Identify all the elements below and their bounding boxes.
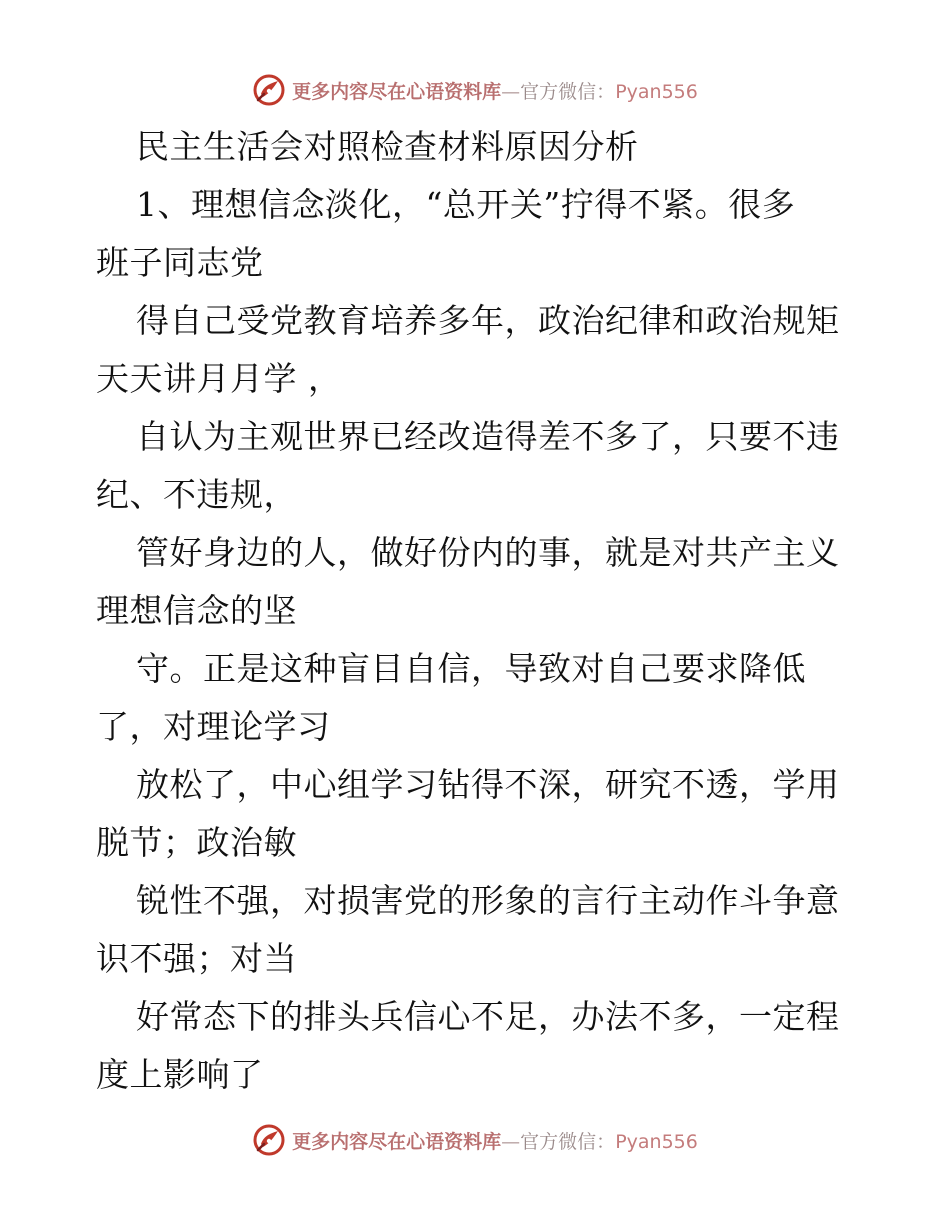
footer-wechat-id: Pyan556 [615, 1130, 698, 1153]
paragraph-line: 班子同志党 [96, 243, 264, 282]
document-title: 民主生活会对照检查材料原因分析 [136, 127, 639, 166]
paragraph-line: 得自己受党教育培养多年，政治纪律和政治规矩 [136, 301, 840, 340]
paragraph-line: 锐性不强，对损害党的形象的言行主动作斗争意 [136, 881, 840, 920]
header-banner-text [292, 77, 698, 104]
paragraph-line: 守。正是这种盲目自信，导致对自己要求降低 [136, 649, 806, 688]
paragraph-line: 天天讲月月学 ， [96, 359, 342, 398]
paragraph-line: 度上影响了 [96, 1055, 264, 1094]
footer-banner-content [252, 1123, 698, 1157]
paragraph-line: 纪、不违规， [96, 475, 297, 514]
header-separator: — [501, 80, 521, 103]
header-wechat-id: Pyan556 [615, 80, 698, 103]
paragraph-line: 自认为主观世界已经改造得差不多了，只要不违 [136, 417, 840, 456]
footer-banner [0, 1120, 950, 1160]
paragraph-line: 了，对理论学习 [96, 707, 331, 746]
header-wechat-label: 官方微信： [520, 80, 616, 103]
paragraph-line: 1、理想信念淡化，“总开关”拧得不紧。很多 [136, 185, 796, 224]
paragraph-line: 管好身边的人，做好份内的事，就是对共产主义 [136, 533, 840, 572]
logo-icon [252, 73, 286, 107]
paragraph-line: 脱节；政治敏 [96, 823, 297, 862]
footer-wechat-label: 官方微信： [520, 1130, 616, 1153]
footer-site-text: 更多内容尽在心语资料库 [292, 1130, 502, 1153]
header-site-text: 更多内容尽在心语资料库 [292, 80, 502, 103]
paragraph-line: 理想信念的坚 [96, 591, 297, 630]
paragraph-line: 识不强；对当 [96, 939, 297, 978]
paragraph-line: 放松了，中心组学习钻得不深，研究不透，学用 [136, 765, 840, 804]
paragraph-line: 好常态下的排头兵信心不足，办法不多，一定程 [136, 997, 840, 1036]
footer-separator: — [501, 1130, 521, 1153]
document-body [96, 118, 866, 1104]
footer-banner-text [292, 1127, 698, 1154]
header-banner [0, 70, 950, 110]
header-banner-content [252, 73, 698, 107]
logo-icon [252, 1123, 286, 1157]
